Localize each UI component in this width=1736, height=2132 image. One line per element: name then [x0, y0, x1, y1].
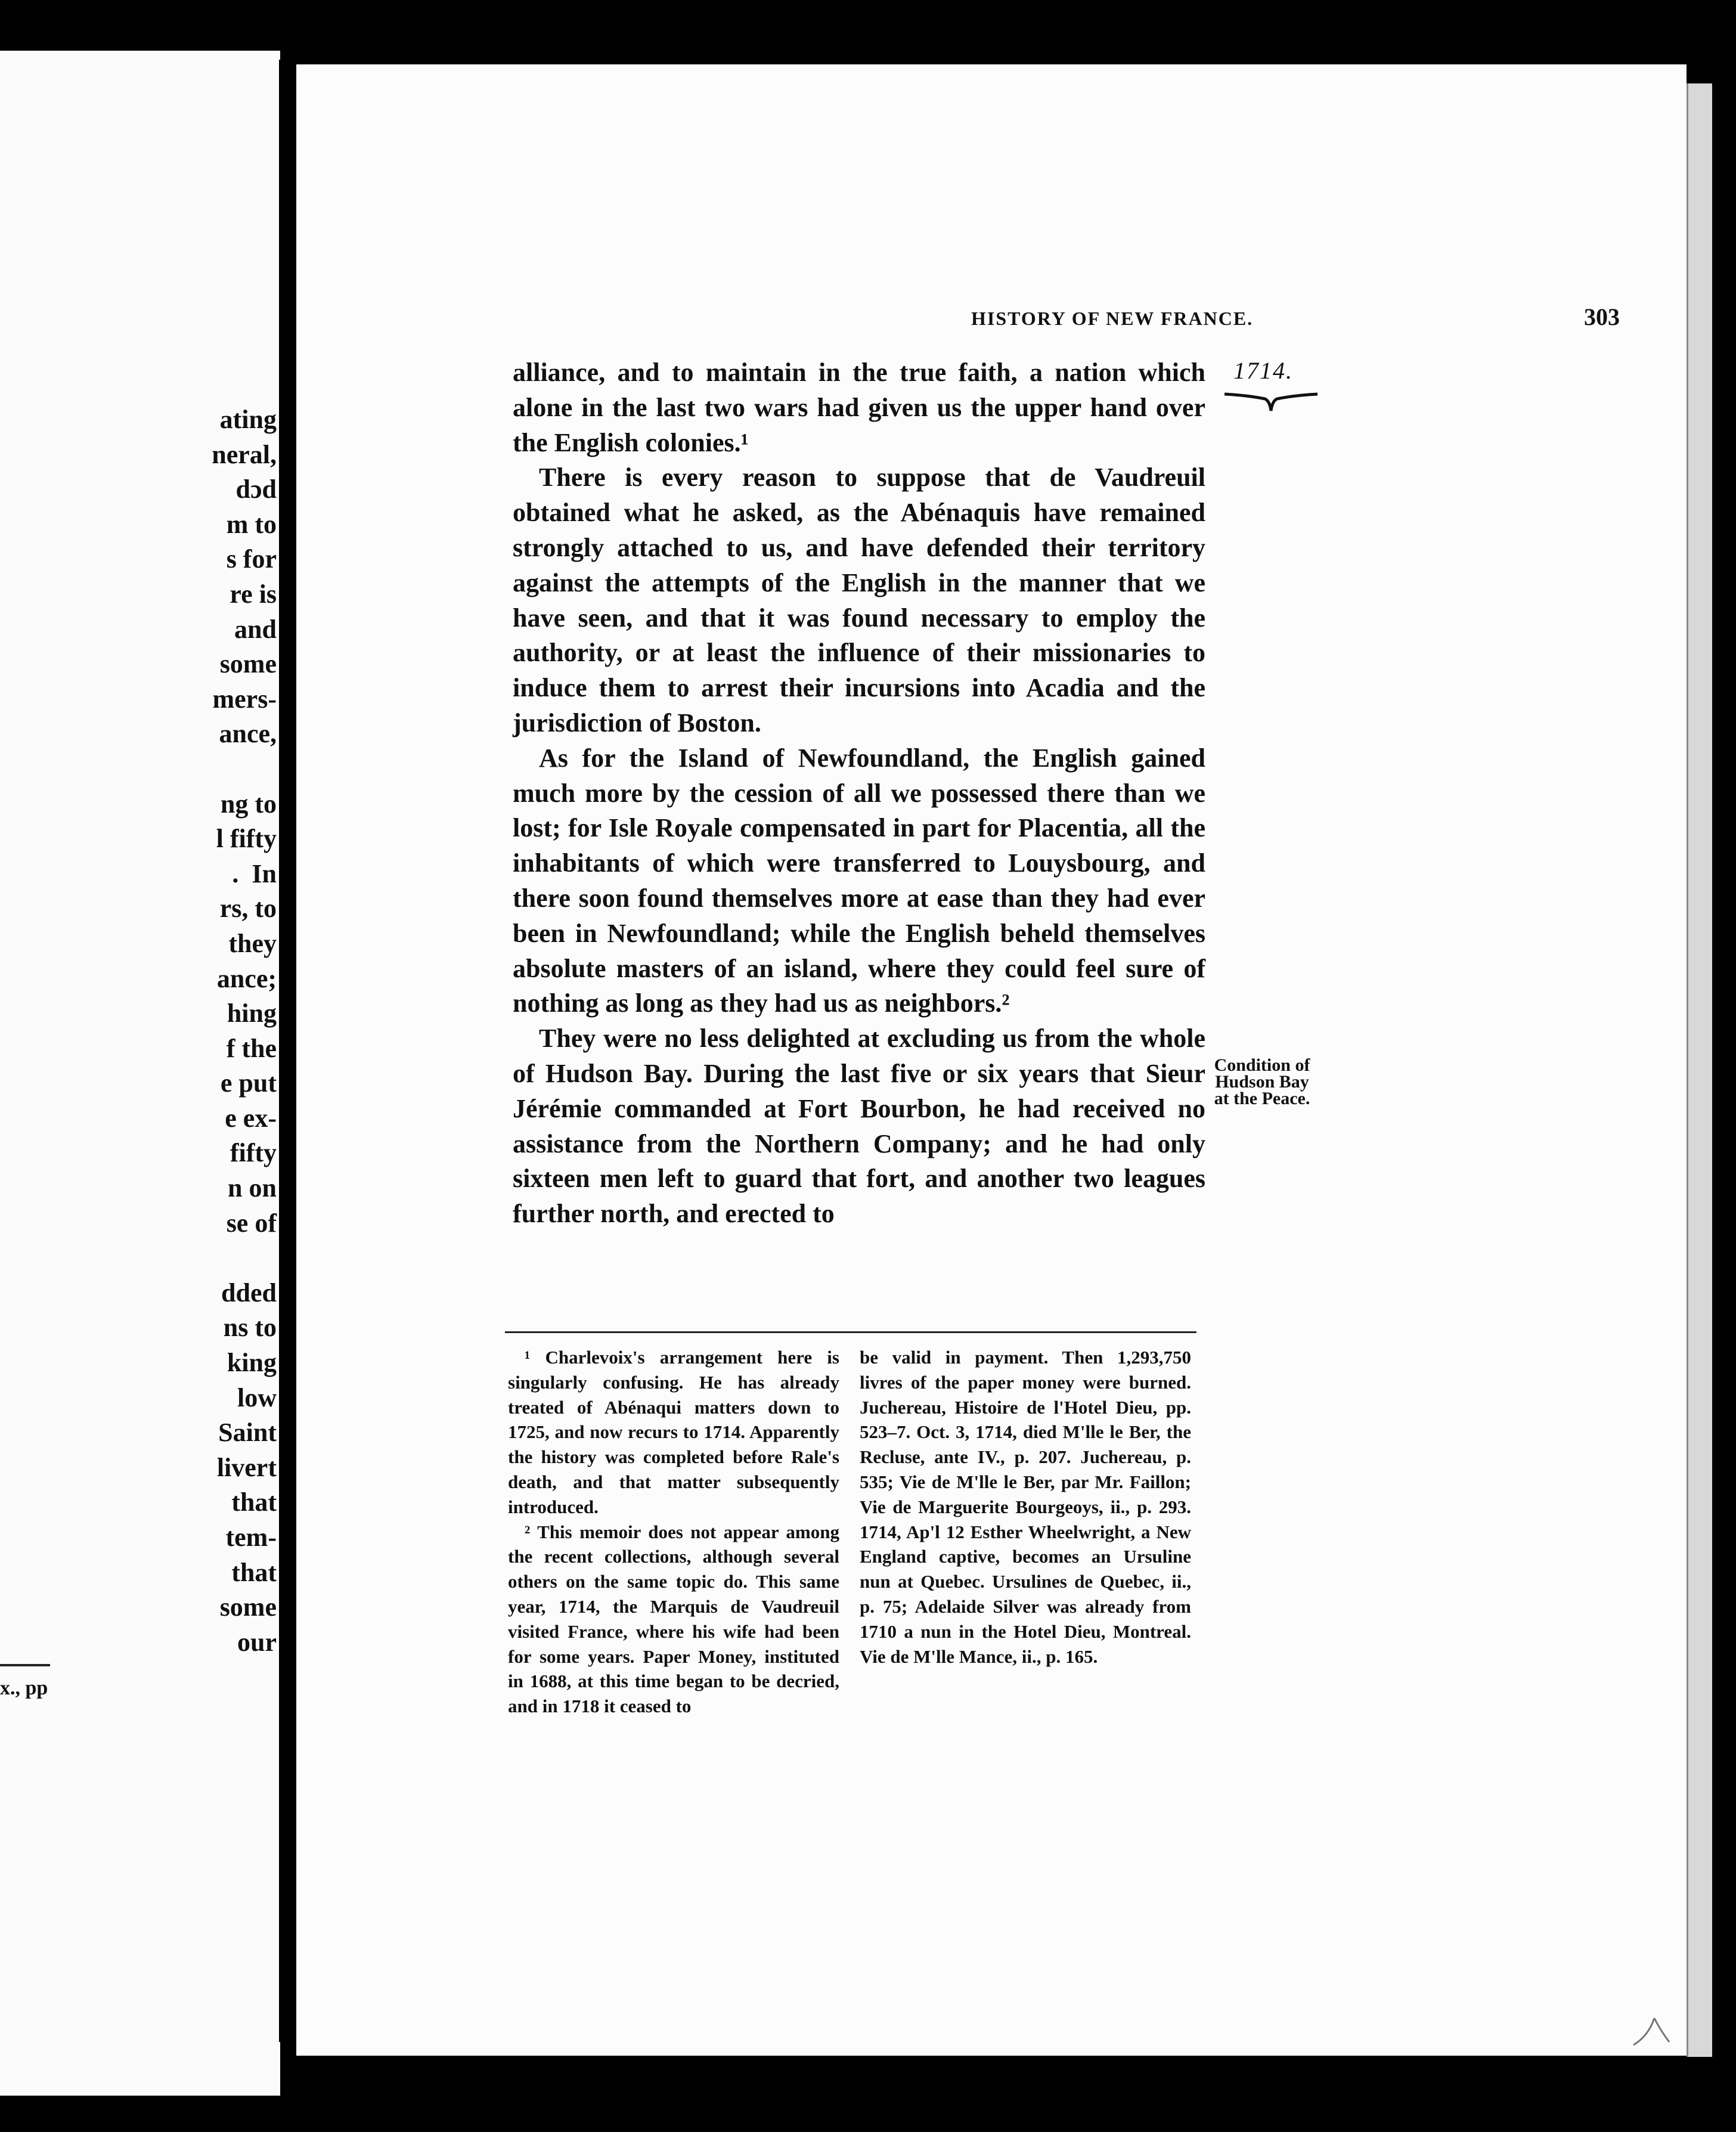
margin-year: 1714. — [1233, 357, 1293, 384]
facing-page-line: e ex- — [225, 1103, 277, 1133]
facing-page-line: our — [237, 1627, 277, 1657]
footnote-column — [508, 1345, 839, 1719]
facing-page-line: neral, — [212, 439, 277, 469]
facing-page-footnote-rule — [0, 1664, 50, 1666]
facing-page-line: e put — [220, 1068, 277, 1098]
facing-page-line: tem- — [225, 1523, 277, 1552]
page-number: 303 — [1584, 303, 1620, 330]
facing-page-line: n on — [228, 1173, 277, 1203]
page-header — [678, 305, 1620, 335]
running-title: HISTORY OF NEW FRANCE. — [971, 308, 1254, 329]
facing-page-line: m to — [226, 509, 277, 539]
facing-page-line: mers- — [212, 684, 277, 714]
facing-page-line: dded — [221, 1278, 277, 1307]
footnote: be valid in payment. Then 1,293,750 livres of the paper money were burned. Juchereau, Histoire de l'Hotel Dieu, pp. 523–7. Oct. 3, 1714, died M'lle le Ber, the Recluse, ante IV., p. 207. Juchereau, p. 535; Vie de M'lle le Ber, par Mr. Faillon; Vie de Marguerite Bourgeoys, ii., p. 293. 1714, Ap'l 12 Esther Wheelwright, a New England captive, becomes an Ursuline nun at Quebec. Ursulines de Quebec, ii., p. 75; Adelaide Silver was already from 1710 a nun in the Hotel Dieu, Montreal. Vie de M'lle Mance, ii., p. 165. — [860, 1347, 1191, 1667]
facing-page-line: hing — [227, 999, 277, 1028]
facing-page-line: re is — [230, 579, 277, 609]
paragraph: As for the Island of Newfoundland, the English gained much more by the cession of all we possessed there than we lost; for Isle Royale compensated in part for Placentia, all the inhabitants of which were transferred to Louysbourg, and there soon found themselves more at ease than they had ever been in Newfoundland; while the English beheld themselves absolute masters of an island, where they could feel sure of nothing as long as they had us as neighbors.² — [513, 743, 1205, 1018]
facing-page-line: rs, to — [219, 894, 277, 924]
facing-page-line: fifty — [230, 1138, 277, 1168]
facing-page-text — [212, 402, 277, 1660]
margin-note: Condition of Hudson Bay at the Peace. — [1214, 1055, 1310, 1108]
facing-page-line: ns to — [223, 1313, 277, 1343]
facing-page-line: king — [227, 1348, 277, 1378]
book-page — [296, 64, 1687, 2056]
footnote-column — [860, 1345, 1191, 1669]
facing-page-line: livert — [216, 1452, 277, 1482]
page-corner-mark — [1630, 2012, 1672, 2048]
facing-page-line — [212, 1241, 277, 1276]
brace-icon — [1223, 389, 1319, 413]
page-edge — [1687, 83, 1712, 2057]
facing-page-line: dɔd — [235, 475, 277, 504]
footnote-rule — [505, 1331, 1196, 1333]
facing-page-line: and — [234, 614, 277, 644]
paragraph: There is every reason to suppose that de Vaudreuil obtained what he asked, as the Abénaquis have remained strongly attached to us, and have defended their territory against the attempts of the English in the manner that we have seen, and that it was found necessary to employ the authority, or at least the influence of their missionaries to induce them to arrest their incursions into Acadia and the jurisdiction of Boston. — [513, 463, 1205, 737]
facing-page-line: s for — [226, 544, 277, 574]
facing-page-line: that — [231, 1557, 277, 1587]
facing-page-line: some — [219, 1592, 277, 1622]
paragraph: alliance, and to maintain in the true faith, a nation which alone in the last two wars had given us the upper hand over the English colonies.¹ — [513, 358, 1205, 457]
footnote: ² This memoir does not appear among the recent collections, although several others on the same topic do. This same year, 1714, the Marquis de Vaudreuil visited France, where his wife had been for some years. Paper Money, instituted in 1688, at this time began to be decried, and in 1718 it ceased to — [508, 1521, 839, 1717]
facing-page-line: some — [219, 649, 277, 679]
facing-page-line: f the — [226, 1033, 277, 1063]
facing-page-line: ating — [219, 405, 277, 434]
facing-page — [0, 51, 280, 2096]
facing-page-line: . In — [232, 859, 277, 888]
facing-page-line: that — [231, 1488, 277, 1517]
facing-page-line: se of — [226, 1208, 277, 1238]
facing-page-line: low — [237, 1383, 277, 1412]
facing-page-line — [212, 752, 277, 787]
footnote: ¹ Charlevoix's arrangement here is singularly confusing. He has already treated of Abénaqui matters down to 1725, and now recurs to 1714. Apparently the history was completed before Rale's death, and that matter subsequently introduced. — [508, 1347, 839, 1517]
facing-page-line: they — [228, 928, 277, 958]
facing-page-line: ance, — [219, 719, 277, 749]
facing-page-footnote: x., pp — [0, 1677, 48, 1699]
paragraph: They were no less delighted at excluding us from the whole of Hudson Bay. During the last five or six years that Sieur Jérémie commanded at Fort Bourbon, he had received no assistance from the Northern Company; and he had only sixteen men left to guard that fort, and another two leagues further north, and erected to — [513, 1024, 1205, 1229]
book-spine — [279, 60, 297, 2042]
facing-page-line: Saint — [218, 1418, 277, 1448]
facing-page-line: ng to — [220, 789, 277, 819]
facing-page-line: l fifty — [216, 824, 277, 854]
facing-page-line: ance; — [216, 963, 277, 993]
body-text — [513, 355, 1205, 1232]
